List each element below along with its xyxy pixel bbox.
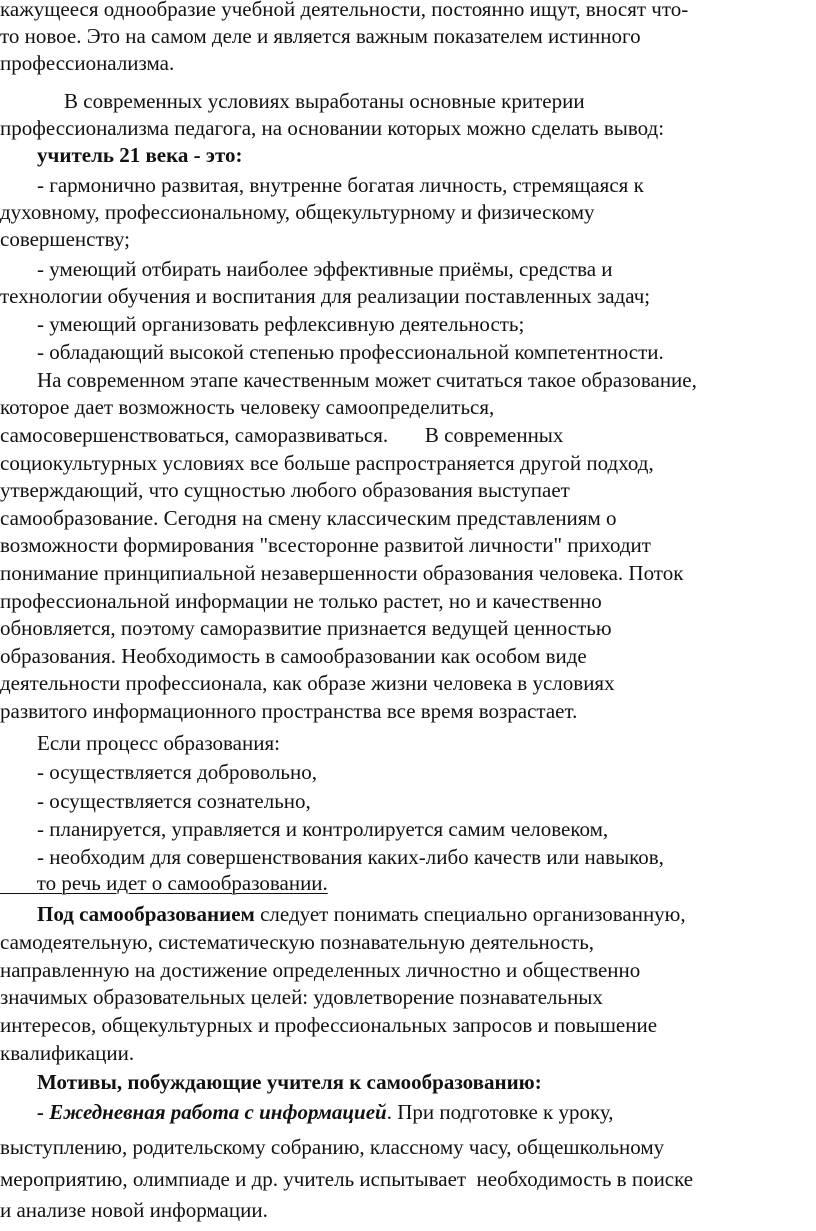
term-bold-italic: - Ежедневная работа с информацией [37, 1100, 387, 1124]
text-line: квалификации. [0, 1041, 135, 1065]
list-item: - умеющий организовать рефлексивную деятельность; [37, 312, 525, 336]
text-line: развитого информационного пространства все время возрастает. [0, 699, 578, 723]
text-line: образования. Необходимость в самообразовании как особом виде [0, 644, 587, 668]
text-line: духовному, профессиональному, общекультурному и физическому [0, 200, 595, 224]
text-line: понимание принципиальной незавершенности образования человека. Поток [0, 561, 684, 585]
text-line: интересов, общекультурных и профессиональных запросов и повышение [0, 1013, 658, 1037]
text-line: социокультурных условиях все больше распространяется другой подход, [0, 451, 654, 475]
text-line: профессиональной информации не только растет, но и качественно [0, 589, 602, 613]
list-item: - осуществляется сознательно, [37, 789, 311, 813]
text-line [37, 1099, 614, 1126]
text-line: то новое. Это на самом деле и является важным показателем истинного [0, 24, 641, 48]
list-item: - умеющий отбирать наиболее эффективные приёмы, средства и [37, 257, 613, 281]
text-line: направленную на достижение определенных личностно и общественно [0, 958, 641, 982]
text-line: возможности формирования "всесторонне развитой личности" приходит [0, 533, 651, 557]
text-line: мероприятию, олимпиаде и др. учитель испытывает необходимость в поиске [0, 1167, 694, 1191]
underlined-conclusion: то речь идет о самообразовании. [0, 871, 328, 895]
text-line: кажущееся однообразие учебной деятельности, постоянно ищут, вносят что- [0, 0, 689, 21]
text-line: которое дает возможность человеку самоопределиться, [0, 395, 495, 419]
text-line: утверждающий, что сущностью любого образования выступает [0, 478, 570, 502]
text-line [37, 901, 686, 928]
text-line: технологии обучения и воспитания для реализации поставленных задач; [0, 284, 651, 308]
section-heading: учитель 21 века - это: [37, 143, 243, 167]
list-item: - обладающий высокой степенью профессиональной компетентности. [37, 340, 664, 364]
list-item: - планируется, управляется и контролируется самим человеком, [37, 817, 609, 841]
list-item: - необходим для совершенствования каких-либо качеств или навыков, [37, 845, 664, 869]
text-line: В современных условиях выработаны основные критерии [64, 89, 585, 113]
text-run: . При подготовке к уроку, [386, 1100, 614, 1124]
text-line: деятельности профессионала, как образе жизни человека в условиях [0, 671, 615, 695]
text-line: самодеятельную, систематическую познавательную деятельность, [0, 930, 595, 954]
text-line: самообразование. Сегодня на смену классическим представлениям о [0, 506, 617, 530]
text-line: самосовершенствоваться, саморазвиваться. В современных [0, 423, 564, 447]
text-line: обновляется, поэтому саморазвитие признается ведущей ценностью [0, 616, 612, 640]
text-run: следует понимать специально организованную, [254, 902, 686, 926]
text-line: На современном этапе качественным может считаться такое образование, [37, 368, 697, 392]
text-line: профессионализма педагога, на основании которых можно сделать вывод: [0, 116, 665, 140]
list-item: - гармонично развитая, внутренне богатая личность, стремящаяся к [37, 173, 644, 197]
list-item: - осуществляется добровольно, [37, 760, 317, 784]
text-line: и анализе новой информации. [0, 1198, 268, 1222]
text-line: выступлению, родительскому собранию, классному часу, общешкольному [0, 1135, 665, 1159]
text-line: совершенству; [0, 227, 130, 251]
text-line: Если процесс образования: [37, 731, 280, 755]
term-bold: Под самообразованием [37, 902, 255, 926]
section-heading: Мотивы, побуждающие учителя к самообразованию: [37, 1070, 542, 1094]
text-line: профессионализма. [0, 51, 175, 75]
text-line: значимых образовательных целей: удовлетворение познавательных [0, 985, 603, 1009]
